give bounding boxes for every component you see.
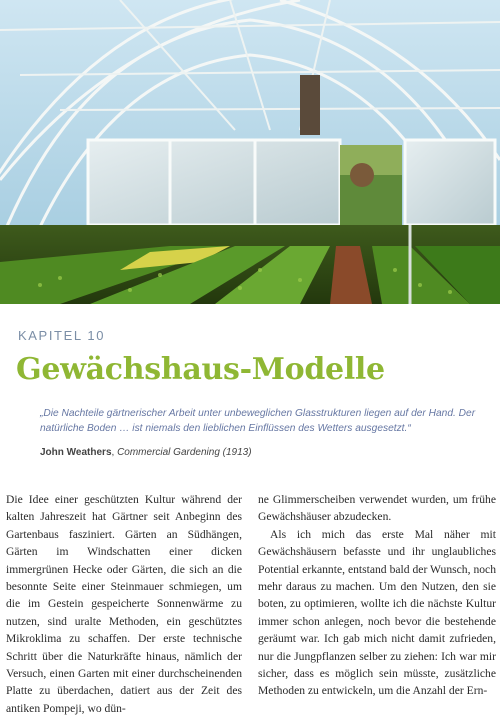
epigraph-quote: „Die Nachteile gärtnerischer Arbeit unter unbeweglichen Glasstrukturen liegen auf der Hand. Der natürliche Boden … ist niemals den lieblichen Einflüssen des Wetters ausgesetzt.“ [40, 408, 476, 434]
body-paragraph: Die Idee einer geschützten Kultur während der kalten Jahreszeit hat Gärtner seit Anbeginn des Gartenbaus fasziniert. Gärten an Südhängen, Gärten im Windschatten einer dicken immergrünen Hecke oder Gärten, die sich an die besonnte Seite einer Steinmauer schmiegen, um die im Gestein gespeicherte Sonnenwärme zu nutzen, sind uralte Methoden, ein geschütztes Mikroklima zu schaffen. Der erste technische Schritt über die Naturkräfte hinaus, nämlich der Versuch, einen Garten mit einer durchscheinenden Platte zu überdachen, datiert aus der Zeit des antiken Pompeji, wo dün- [6, 493, 242, 715]
body-column-right [258, 491, 496, 700]
body-text [0, 488, 500, 715]
body-paragraph-continued: ne Glimmerscheiben verwendet wurden, um frühe Gewächshäuser abzudecken. [258, 493, 496, 524]
attribution-separator: , [111, 447, 118, 458]
greenhouse-photo [0, 0, 500, 304]
epigraph-attribution [40, 447, 252, 458]
chapter-title: Gewächshaus-Modelle [16, 352, 385, 387]
chapter-label: KAPITEL 10 [18, 328, 106, 343]
quote-author: John Weathers [40, 447, 112, 458]
body-column-left [6, 491, 242, 717]
quote-source: Commercial Gardening (1913) [117, 447, 252, 458]
body-paragraph: Als ich mich das erste Mal näher mit Gewächshäusern befasste und ihr unglaubliches Potential erkannte, entstand bald der Wunsch, noch mehr daraus zu machen. Um den Nutzen, den sie boten, zu optimieren, wollte ich die nächste Kultur immer schon anlegen, noch bevor die bestehende geräumt war. Ich gab mich nicht damit zufrieden, nur die Jungpflanzen selber zu ziehen: Ich war mir sicher, dass es möglich sein müsste, zusätzliche Methoden zu entwickeln, um die Anzahl der Ern- [258, 527, 496, 698]
greenhouse-interior-image [0, 0, 500, 304]
